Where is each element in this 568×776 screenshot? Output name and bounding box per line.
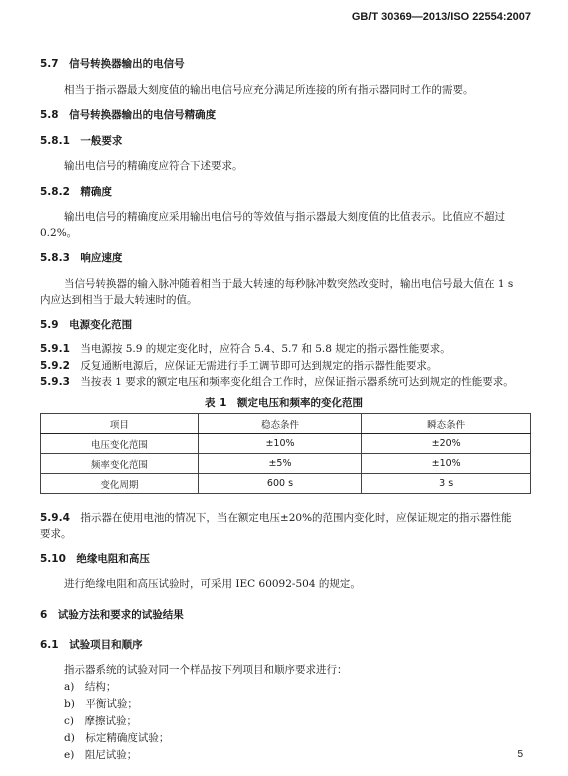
section-number: 5.9 [40,319,59,331]
table-cell: 变化周期 [41,474,199,494]
header-cell: 项目 [41,414,199,434]
clause-text: 反复通断电源后，应保证无需进行手工调节即可达到规定的指示器性能要求。 [80,360,438,372]
table-cell: ±10% [198,434,362,454]
chapter-6-heading [40,607,184,622]
table-cell: 3 s [362,474,531,494]
section-number: 5.8.1 [40,135,70,147]
list-marker: e) [64,749,75,761]
clause-5-9-4-line2: 要求。 [40,528,72,540]
list-marker: c) [64,715,74,727]
list-text: 结构； [84,681,117,693]
section-title: 精确度 [80,186,112,198]
section-5-8-3-heading [40,250,122,265]
section-5-8-1-heading [40,133,122,148]
list-marker: a) [64,681,75,693]
clause-text: 当按表 1 要求的额定电压和频率变化组合工作时，应保证指示器系统可达到规定的性能要求。 [80,376,514,388]
list-text: 平衡试验； [85,698,138,710]
clause-5-9-4 [40,510,512,525]
section-6-1-text: 指示器系统的试验对同一个样品按下列项目和顺序要求进行： [64,664,348,676]
list-item [64,730,169,745]
list-text: 阻尼试验； [84,749,138,761]
section-5-8-2-text-line1: 输出电信号的精确度应采用输出电信号的等效值与指示器最大刻度值的比值表示。比值应不超过 [64,211,505,223]
clause-text-line1: 指示器在使用电池的情况下，当在额定电压±20%的范围内变化时，应保证规定的指示器性能 [80,512,512,524]
section-5-7-text: 相当于指示器最大刻度值的输出电信号应充分满足所连接的所有指示器同时工作的需要。 [64,84,474,96]
section-5-10-heading [40,551,150,566]
list-text: 摩擦试验； [84,715,137,727]
list-item [64,696,138,711]
section-6-1-heading [40,637,143,652]
section-title: 信号转换器输出的电信号 [69,58,185,70]
table-row [41,434,531,454]
clause-text: 当电源按 5.9 的规定变化时，应符合 5.4、5.7 和 5.8 规定的指示器性能要求。 [80,343,451,355]
table-header-row [41,414,531,434]
section-5-8-2-heading [40,184,112,199]
section-title: 响应速度 [80,252,123,264]
section-number: 6 [40,609,48,621]
section-title: 一般要求 [80,135,123,147]
clause-number: 5.9.1 [40,343,70,355]
section-number: 5.7 [40,58,59,70]
section-number: 6.1 [40,639,59,651]
table-cell: ±5% [198,454,362,474]
page-number: 5 [517,749,523,760]
section-number: 5.8.2 [40,186,70,198]
section-5-8-1-text: 输出电信号的精确度应符合下述要求。 [64,160,243,172]
standard-header: GB/T 30369—2013/ISO 22554:2007 [351,11,531,23]
clause-number: 5.9.3 [40,376,70,388]
table-cell: 电压变化范围 [41,434,199,454]
table-caption: 表 1 额定电压和频率的变化范围 [205,397,363,409]
table-row [41,454,531,474]
section-5-7-heading [40,56,185,71]
list-item [64,713,137,728]
table-cell: 600 s [198,474,362,494]
section-title: 电源变化范围 [69,319,133,331]
clause-5-9-1 [40,341,451,356]
clause-5-9-3 [40,374,514,389]
list-marker: b) [64,698,75,710]
table-row [41,474,531,494]
header-cell: 瞬态条件 [362,414,531,434]
section-title: 绝缘电阻和高压 [76,553,150,565]
section-5-8-2-text-line2: 0.2%。 [40,227,78,239]
header-cell: 稳态条件 [198,414,362,434]
section-5-10-text: 进行绝缘电阻和高压试验时，可采用 IEC 60092-504 的规定。 [64,578,361,590]
table-cell: ±20% [362,434,531,454]
section-5-8-3-text-line2: 内应达到相当于最大转速时的值。 [40,294,198,306]
section-title: 试验方法和要求的试验结果 [57,609,184,621]
section-5-8-3-text-line1: 当信号转换器的输入脉冲随着相当于最大转速的每秒脉冲数突然改变时，输出电信号最大值在 1 s [64,278,514,290]
clause-5-9-2 [40,358,437,373]
list-item [64,679,116,694]
section-title: 试验项目和顺序 [69,639,143,651]
list-item [64,747,137,762]
clause-number: 5.9.2 [40,360,70,372]
table-cell: ±10% [362,454,531,474]
section-5-8-heading [40,107,216,122]
clause-number: 5.9.4 [40,512,70,524]
section-number: 5.10 [40,553,66,565]
table-cell: 频率变化范围 [41,454,199,474]
section-number: 5.8 [40,109,59,121]
section-5-9-heading [40,317,132,332]
list-marker: d) [64,732,75,744]
voltage-frequency-table [40,413,531,494]
list-text: 标定精确度试验； [85,732,170,744]
section-number: 5.8.3 [40,252,70,264]
section-title: 信号转换器输出的电信号精确度 [69,109,217,121]
